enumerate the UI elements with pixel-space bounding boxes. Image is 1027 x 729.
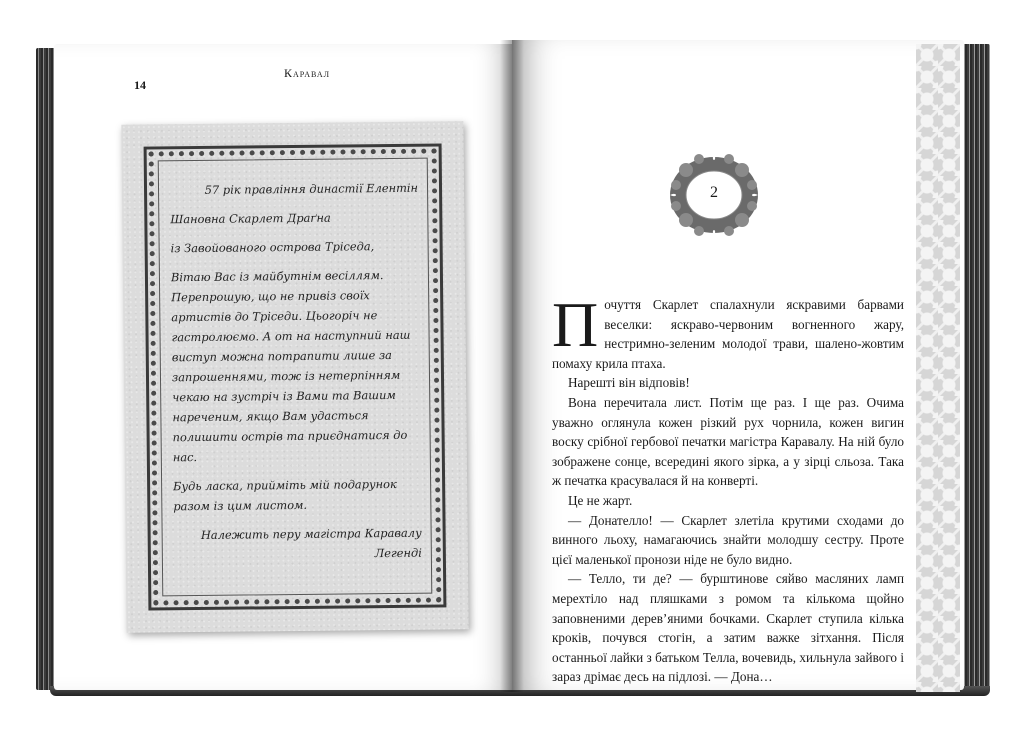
running-head: Каравал bbox=[284, 66, 331, 80]
chapter-body-text bbox=[552, 289, 904, 687]
body-paragraph: — Телло, ти де? — бурштинове сяйво масляних ламп мерехтіло над пляшками з ромом та кількома щойно заповненими дерев’яними бочками. Скарлет ступила кілька кроків, почувся стогін, а затим важке зітхання. Після останньої лайки з батьком Телла, вочевидь, хильнула зайвого і зараз дрімає десь на підлозі. — Дона… bbox=[552, 571, 904, 685]
body-paragraph: очуття Скарлет спалахнули яскравими барвами веселки: яскраво-червоним вогненного жару, нестримно-зеленим молодої трави, шалено-жовтим помаху крила птаха. bbox=[552, 297, 904, 371]
body-paragraph: Вона перечитала лист. Потім ще раз. І ще раз. Очима уважно оглянула кожен різкий рух чорнила, кожен вигин воску срібної гербової печатки магістра Каравалу. На ній було зображене сонце, всередині якого зірка, а у зірці сльоза. Така ж печатка красувалася й на конверті. bbox=[552, 394, 904, 489]
letter-signature-line: Належить перу магістра Каравалу bbox=[200, 525, 422, 542]
ornamental-border bbox=[916, 44, 960, 692]
letter-salutation: Шановна Скарлет Драґна bbox=[170, 210, 331, 227]
body-paragraph: — Донателло! — Скарлет злетіла крутими сходами до винного льоху, намагаючись знайти молодшу сестру. Проте цієї маленької пронози ніде не було видно. bbox=[552, 512, 904, 567]
letter-text bbox=[170, 178, 422, 575]
body-paragraph: Це не жарт. bbox=[568, 492, 633, 508]
right-page-stack bbox=[962, 44, 990, 692]
drop-cap: П bbox=[552, 289, 599, 360]
letter-paragraph: Будь ласка, прийміть мій подарунок разом із цим листом. bbox=[173, 476, 397, 514]
letter-from-line: із Завойованого острова Тріседа, bbox=[170, 239, 375, 256]
page-number: 14 bbox=[134, 78, 146, 92]
letter-card bbox=[121, 121, 468, 633]
body-paragraph: Нарешті він відповів! bbox=[568, 375, 690, 391]
letter-date-line: 57 рік правління династії Елентін bbox=[204, 180, 419, 197]
book-gutter bbox=[500, 40, 524, 692]
letter-signature-name: Легенді bbox=[374, 545, 422, 561]
letter-paragraph: Вітаю Вас із майбутнім весіллям. Перепрошую, що не привіз своїх артистів до Тріседи. Цьогоріч не гастролюємо. А от на наступний наш виступ можна потрапити лише за запрошеннями, тож із нетерпінням чекаю на зустріч із Вами та Вашим нареченим, якщо Вам удасться полишити острів та приєднатися до нас. bbox=[170, 268, 411, 465]
chapter-number: 2 bbox=[710, 184, 718, 201]
